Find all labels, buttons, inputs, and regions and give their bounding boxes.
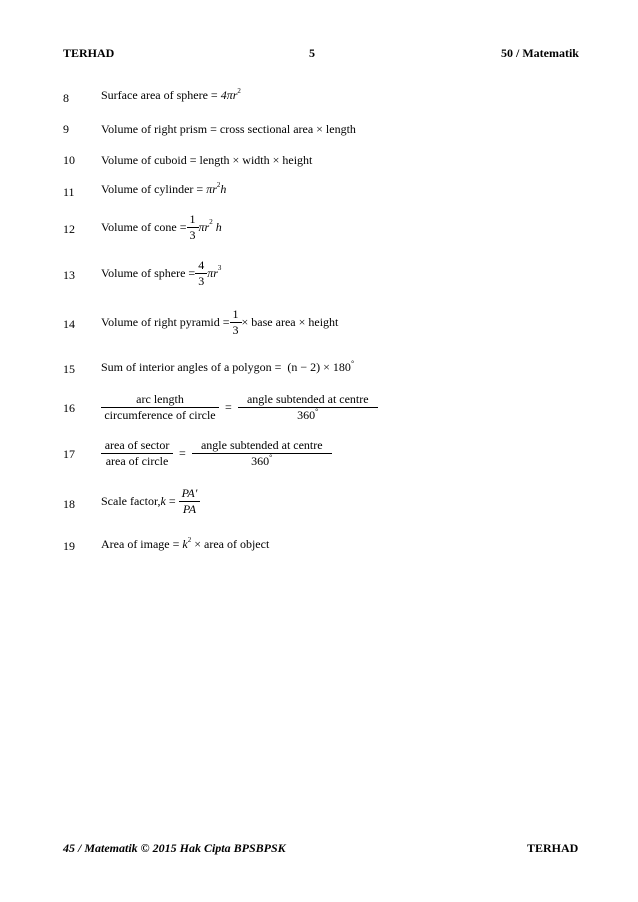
denominator: 3	[195, 273, 207, 289]
footer-copyright: 45 / Matematik © 2015 Hak Cipta BPSBPSK	[63, 841, 286, 855]
header-right-label: 50 / Matematik	[501, 46, 579, 60]
formula-text: Volume of cylinder =	[101, 182, 207, 196]
numerator: 1	[189, 212, 196, 226]
formula-13	[101, 258, 221, 289]
formula-number: 9	[63, 122, 69, 136]
denominator: PA	[179, 501, 201, 517]
formula-tail: × area of object	[191, 537, 270, 551]
formula-text: Volume of cone =	[101, 220, 187, 234]
formula-tail: h	[215, 220, 222, 234]
fraction	[230, 307, 242, 338]
formula-9: Volume of right prism = cross sectional area × length	[101, 122, 356, 136]
formula-number: 8	[63, 91, 69, 105]
formula-expression: (n − 2) × 180	[287, 360, 351, 374]
scale-factor-symbol: k	[160, 494, 166, 508]
denominator-value: 360	[251, 454, 270, 468]
formula-19	[101, 537, 269, 552]
equals-sign: =	[179, 446, 186, 460]
scale-factor-symbol: k	[182, 537, 188, 551]
numerator: 1	[232, 307, 239, 321]
denominator: 3	[187, 227, 199, 243]
numerator: area of sector	[104, 438, 170, 452]
formula-15	[101, 360, 354, 375]
formula-number: 10	[63, 153, 75, 167]
denominator: 3	[230, 322, 242, 338]
fraction	[179, 486, 201, 517]
formula-number: 11	[63, 185, 75, 199]
formula-text: Volume of right pyramid =	[101, 315, 230, 329]
denominator: circumference of circle	[101, 407, 219, 423]
formula-11	[101, 182, 226, 197]
formula-16	[101, 392, 378, 423]
formula-tail: h	[220, 182, 227, 196]
formula-text: Area of image =	[101, 537, 183, 551]
degree-symbol: °	[350, 359, 355, 368]
formula-superscript: 2	[216, 181, 221, 189]
formula-superscript: 3	[217, 263, 222, 272]
numerator: angle subtended at centre	[200, 438, 323, 452]
numerator: 4	[198, 258, 205, 272]
formula-number: 14	[63, 317, 75, 331]
formula-number: 16	[63, 401, 75, 415]
formula-superscript: 2	[209, 217, 213, 226]
formula-number: 15	[63, 362, 75, 376]
formula-superscript: 2	[187, 536, 192, 544]
numerator: angle subtended at centre	[246, 392, 369, 406]
fraction	[195, 258, 207, 289]
fraction	[192, 438, 332, 469]
formula-10: Volume of cuboid = length × width × height	[101, 153, 313, 167]
formula-number: 19	[63, 539, 75, 553]
formula-tail: × base area × height	[241, 315, 339, 329]
fraction	[101, 392, 219, 423]
denominator-value: 360	[297, 408, 316, 422]
formula-14	[101, 307, 338, 338]
degree-symbol: °	[315, 407, 319, 416]
page-number: 5	[309, 46, 315, 60]
formula-expression: 4πr	[220, 88, 238, 102]
formula-number: 18	[63, 497, 75, 511]
fraction	[101, 438, 173, 469]
fraction	[238, 392, 378, 423]
formula-text: Scale factor,	[101, 494, 161, 508]
denominator	[192, 453, 332, 469]
formula-text: Sum of interior angles of a polygon =	[101, 360, 285, 374]
formula-text: Volume of sphere =	[101, 266, 196, 280]
formula-expression: πr	[206, 182, 217, 196]
footer-right-label: TERHAD	[527, 841, 579, 855]
denominator: area of circle	[101, 453, 173, 469]
formula-expression: πr	[207, 266, 218, 280]
formula-12	[101, 212, 222, 243]
formula-17	[101, 438, 332, 469]
numerator: PA′	[181, 486, 198, 500]
denominator	[238, 407, 378, 423]
formula-superscript: 2	[237, 87, 241, 95]
formula-number: 13	[63, 268, 75, 282]
equals-sign: =	[225, 400, 232, 414]
formula-number: 17	[63, 447, 75, 461]
formula-18	[101, 486, 200, 517]
fraction	[187, 212, 199, 243]
numerator: arc length	[136, 392, 184, 406]
formula-8	[101, 88, 241, 103]
formula-number: 12	[63, 222, 75, 236]
formula-text: Surface area of sphere =	[101, 88, 221, 102]
equals-text: =	[165, 494, 179, 508]
degree-symbol: °	[269, 453, 273, 462]
header-left-label: TERHAD	[63, 46, 115, 60]
formula-expression: πr	[198, 220, 210, 234]
